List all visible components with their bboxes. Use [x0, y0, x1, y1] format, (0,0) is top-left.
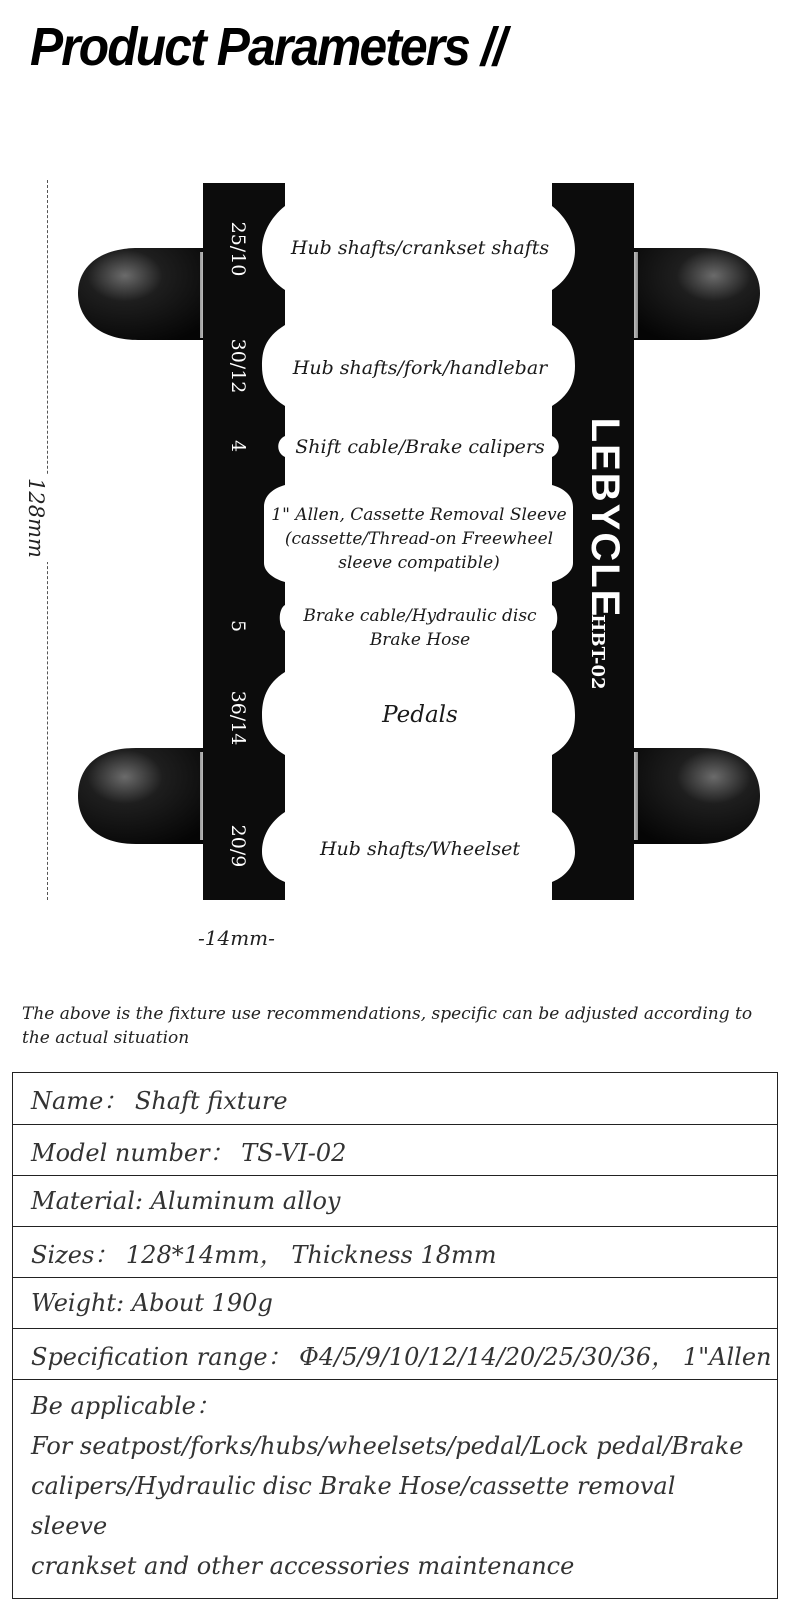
length-dimension-label: 128mm: [24, 474, 48, 562]
brand-logo: LEBYCLE: [583, 417, 627, 619]
use-label: 1" Allen, Cassette Removal Sleeve: [271, 505, 567, 525]
mark-30-12: 30/12: [227, 338, 249, 394]
use-label: Shift cable/Brake calipers: [295, 436, 545, 458]
mark-20-9: 20/9: [227, 824, 249, 868]
use-label: Brake cable/Hydraulic disc: [303, 606, 537, 626]
spec-row-range: Specification range： Φ4/5/9/10/12/14/20/25/30/36， 1"Allen: [13, 1328, 777, 1379]
usage-note: The above is the fixture use recommendations, specific can be adjusted according to the actual situation: [22, 1004, 753, 1048]
width-dimension-label: -14mm-: [198, 926, 275, 950]
use-label: Pedals: [382, 702, 458, 728]
model-mark: HBT-02: [587, 614, 608, 690]
spec-table: [12, 1072, 778, 1599]
spec-row-name: Name： Shaft fixture: [31, 1087, 288, 1115]
right-top-cap-icon: [622, 248, 760, 340]
applicable-line: calipers/Hydraulic disc Brake Hose/cassette removal sleeve: [31, 1472, 676, 1540]
spec-row-applicable: [13, 1379, 777, 1598]
spec-row-model: Model number： TS-VI-02: [13, 1124, 777, 1175]
right-bottom-cap-icon: [622, 748, 760, 844]
use-label: sleeve compatible): [338, 553, 500, 573]
use-label: (cassette/Thread-on Freewheel: [284, 529, 554, 549]
applicable-title: Be applicable：: [31, 1392, 220, 1420]
use-label: Hub shafts/Wheelset: [319, 838, 521, 860]
left-top-cap-icon: [78, 248, 216, 340]
applicable-line: crankset and other accessories maintenance: [31, 1552, 575, 1580]
mark-25-10: 25/10: [227, 221, 249, 277]
spec-row-material: Material: Aluminum alloy: [13, 1175, 777, 1226]
spec-row-weight: Weight: About 190g: [13, 1277, 777, 1328]
use-label: Hub shafts/crankset shafts: [290, 237, 550, 259]
left-bottom-cap-icon: [78, 748, 216, 844]
use-label: Brake Hose: [369, 630, 471, 650]
use-label: Hub shafts/fork/handlebar: [292, 357, 548, 379]
mark-36-14: 36/14: [227, 690, 249, 746]
mark-5: 5: [227, 619, 249, 633]
applicable-line: For seatpost/forks/hubs/wheelsets/pedal/Lock pedal/Brake: [31, 1432, 744, 1460]
mark-4: 4: [227, 439, 249, 453]
spec-row-sizes: Sizes： 128*14mm， Thickness 18mm: [13, 1226, 777, 1277]
page-title: Product Parameters //: [30, 17, 505, 77]
